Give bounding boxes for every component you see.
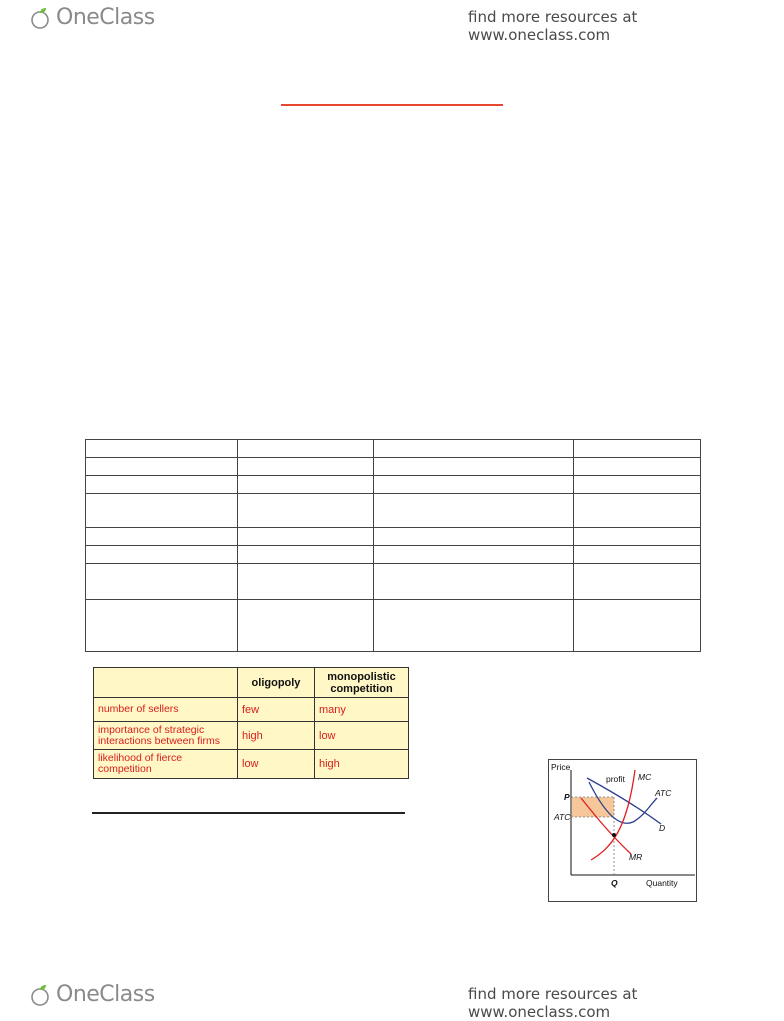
cell-monopolistic: low (315, 722, 409, 750)
oneclass-leaf-icon (30, 7, 52, 29)
profit-label: profit (606, 774, 625, 784)
table-row (86, 564, 701, 600)
header-empty-cell (94, 668, 238, 698)
oligopoly-comparison-table (93, 667, 409, 779)
demand-label: D (659, 823, 666, 833)
y-axis-label: Price (551, 762, 571, 772)
table-row (94, 750, 409, 779)
oneclass-leaf-icon (30, 984, 52, 1006)
oneclass-logo-header[interactable] (30, 5, 155, 30)
table-row (86, 600, 701, 652)
table-row (94, 722, 409, 750)
x-axis-label: Quantity (646, 878, 678, 888)
mc-label: MC (638, 772, 652, 782)
monopolistic-competition-graph (548, 759, 697, 902)
promo-link-header[interactable]: find more resources at www.oneclass.com (468, 8, 638, 44)
table-row (86, 494, 701, 528)
atc-level-label: ATC (554, 812, 571, 822)
atc-curve-label: ATC (655, 788, 672, 798)
cell-oligopoly: few (238, 698, 315, 722)
table-row (86, 458, 701, 476)
mr-label: MR (629, 852, 643, 862)
profit-area (572, 797, 614, 817)
cell-oligopoly: low (238, 750, 315, 779)
table-row (94, 698, 409, 722)
quantity-label: Q (611, 878, 618, 888)
logo-text: OneClass (56, 982, 155, 1007)
header-monopolistic: monopolistic competition (315, 668, 409, 698)
section-divider (92, 812, 405, 814)
row-label: importance of strategic interactions between firms (94, 722, 238, 750)
table-row (86, 476, 701, 494)
logo-text: OneClass (56, 5, 155, 30)
table-header-row (94, 668, 409, 698)
oneclass-logo-footer[interactable] (30, 982, 155, 1007)
table-row (86, 546, 701, 564)
header-oligopoly: oligopoly (238, 668, 315, 698)
row-label: number of sellers (94, 698, 238, 722)
empty-grid-table (85, 439, 701, 652)
promo-link-footer[interactable]: find more resources at www.oneclass.com (468, 985, 638, 1021)
table-row (86, 528, 701, 546)
table-row (86, 440, 701, 458)
cell-oligopoly: high (238, 722, 315, 750)
price-label: P (564, 792, 570, 802)
cell-monopolistic: many (315, 698, 409, 722)
row-label: likelihood of fierce competition (94, 750, 238, 779)
graph-canvas (549, 760, 698, 903)
title-underline (281, 104, 503, 106)
cell-monopolistic: high (315, 750, 409, 779)
equilibrium-point (612, 833, 616, 837)
